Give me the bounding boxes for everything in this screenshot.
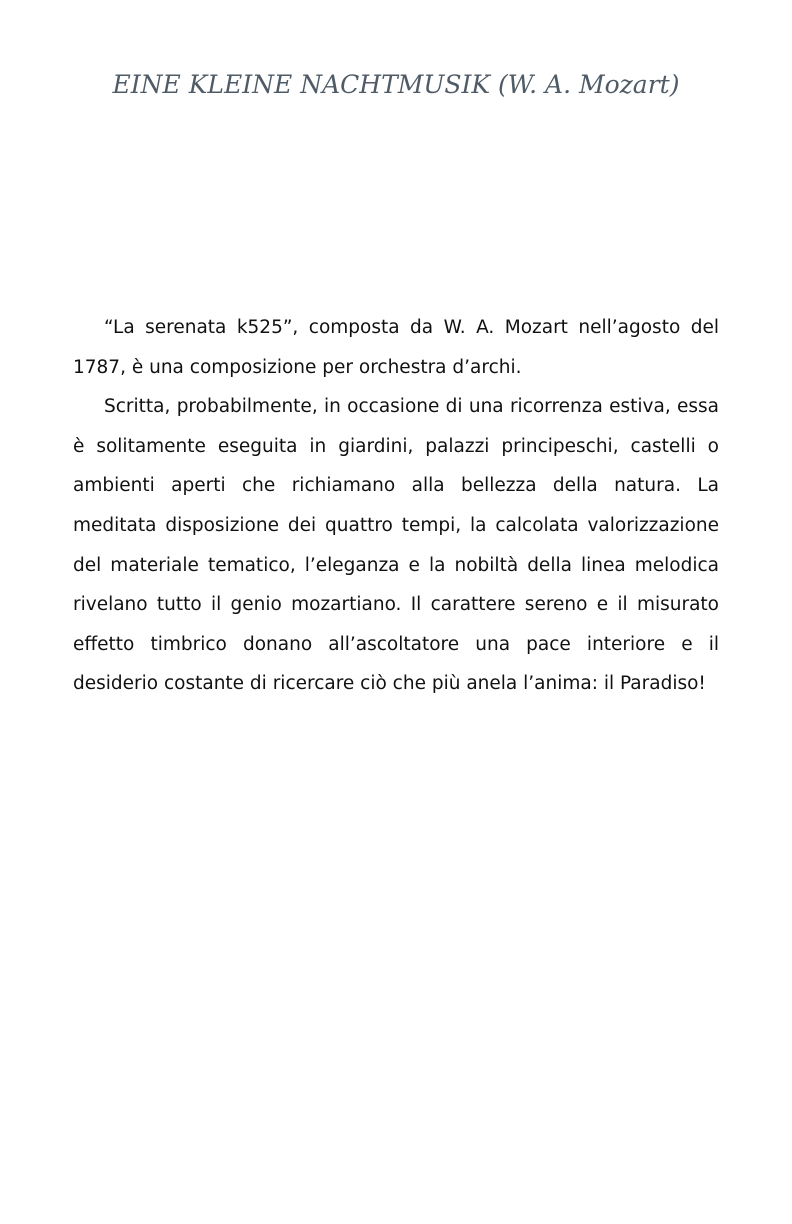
paragraph-1: “La serenata k525”, composta da W. A. Mozart nell’agosto del 1787, è una composizione per orchestra d’archi. — [73, 317, 719, 378]
page-title: EINE KLEINE NACHTMUSIK (W. A. Mozart) — [112, 70, 680, 99]
body-text — [73, 308, 719, 704]
paragraph-2: Scritta, probabilmente, in occasione di una ricorrenza estiva, essa è solitamente eseguita in giardini, palazzi principeschi, castelli o ambienti aperti che richiamano alla bellezza della natura. La meditata disposizione dei quattro tempi, la calcolata valorizzazione del materiale tematico, l’eleganza e la nobiltà della linea melodica rivelano tutto il genio mozartiano. Il carattere sereno e il misurato effetto timbrico donano all’ascoltatore una pace interiore e il desiderio costante di ricercare ciò che più anela l’anima: il Paradiso! — [73, 396, 719, 695]
